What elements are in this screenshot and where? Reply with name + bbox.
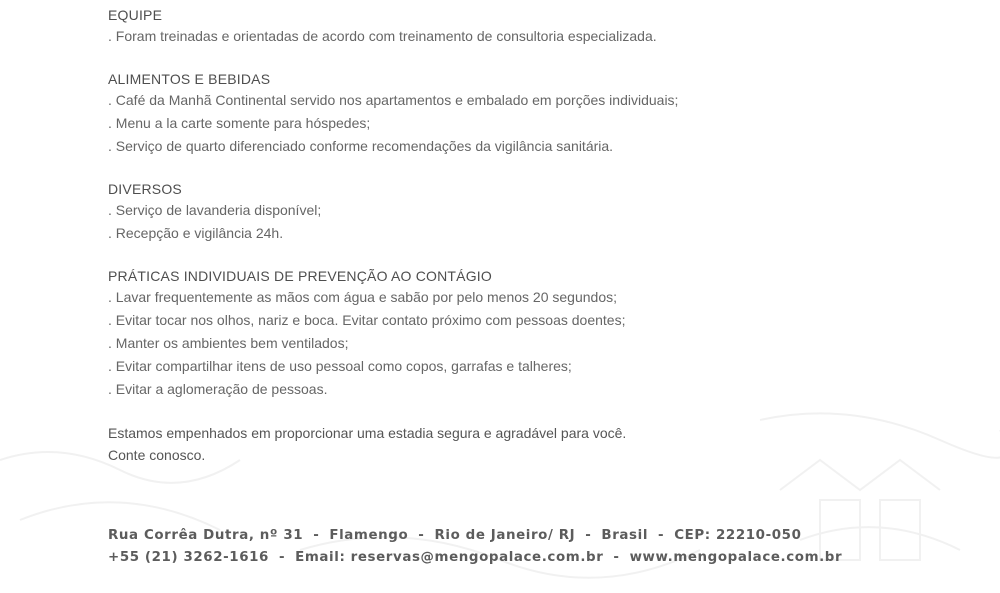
list-item: . Evitar tocar nos olhos, nariz e boca. Evitar contato próximo com pessoas doentes; — [108, 312, 626, 328]
section-equipe — [108, 5, 978, 48]
closing-line: Conte conosco. — [108, 447, 206, 463]
footer-contact — [108, 525, 978, 569]
closing-message — [108, 422, 978, 466]
footer-address-line — [108, 525, 978, 547]
list-item: . Serviço de lavanderia disponível; — [108, 202, 322, 218]
footer-separator: - — [418, 528, 425, 543]
list-item: . Foram treinadas e orientadas de acordo com treinamento de consultoria especializada. — [108, 28, 657, 44]
footer-separator: - — [613, 550, 620, 565]
list-item: . Evitar a aglomeração de pessoas. — [108, 381, 328, 397]
footer-contact-line — [108, 547, 978, 569]
list-item: . Lavar frequentemente as mãos com água e sabão por pelo menos 20 segundos; — [108, 289, 617, 305]
list-item: . Menu a la carte somente para hóspedes; — [108, 115, 371, 131]
footer-email-link[interactable]: Email: reservas@mengopalace.com.br — [295, 550, 604, 565]
list-item: . Recepção e vigilância 24h. — [108, 225, 284, 241]
footer-separator: - — [658, 528, 665, 543]
content-area — [108, 5, 978, 466]
section-praticas-individuais — [108, 266, 978, 401]
list-item: . Café da Manhã Continental servido nos apartamentos e embalado em porções individuais; — [108, 92, 679, 108]
footer-separator: - — [313, 528, 320, 543]
section-title: DIVERSOS — [108, 181, 182, 197]
footer-separator: - — [278, 550, 286, 565]
footer-street: Rua Corrêa Dutra, nº 31 — [108, 528, 304, 543]
footer-city: Rio de Janeiro/ RJ — [434, 528, 576, 543]
footer-website-link[interactable]: www.mengopalace.com.br — [629, 550, 843, 565]
closing-line: Estamos empenhados em proporcionar uma estadia segura e agradável para você. — [108, 425, 627, 441]
section-title: PRÁTICAS INDIVIDUAIS DE PREVENÇÃO AO CONTÁGIO — [108, 268, 492, 284]
footer-separator: - — [585, 528, 592, 543]
footer-cep: CEP: 22210-050 — [674, 528, 802, 543]
footer-neighborhood: Flamengo — [329, 528, 409, 543]
section-title: ALIMENTOS E BEBIDAS — [108, 71, 271, 87]
footer-phone: +55 (21) 3262-1616 — [108, 550, 269, 565]
footer-country: Brasil — [601, 528, 649, 543]
list-item: . Evitar compartilhar itens de uso pessoal como copos, garrafas e talheres; — [108, 358, 572, 374]
list-item: . Manter os ambientes bem ventilados; — [108, 335, 349, 351]
section-diversos — [108, 179, 978, 245]
list-item: . Serviço de quarto diferenciado conforme recomendações da vigilância sanitária. — [108, 138, 614, 154]
section-alimentos-e-bebidas — [108, 69, 978, 158]
section-title: EQUIPE — [108, 7, 163, 23]
